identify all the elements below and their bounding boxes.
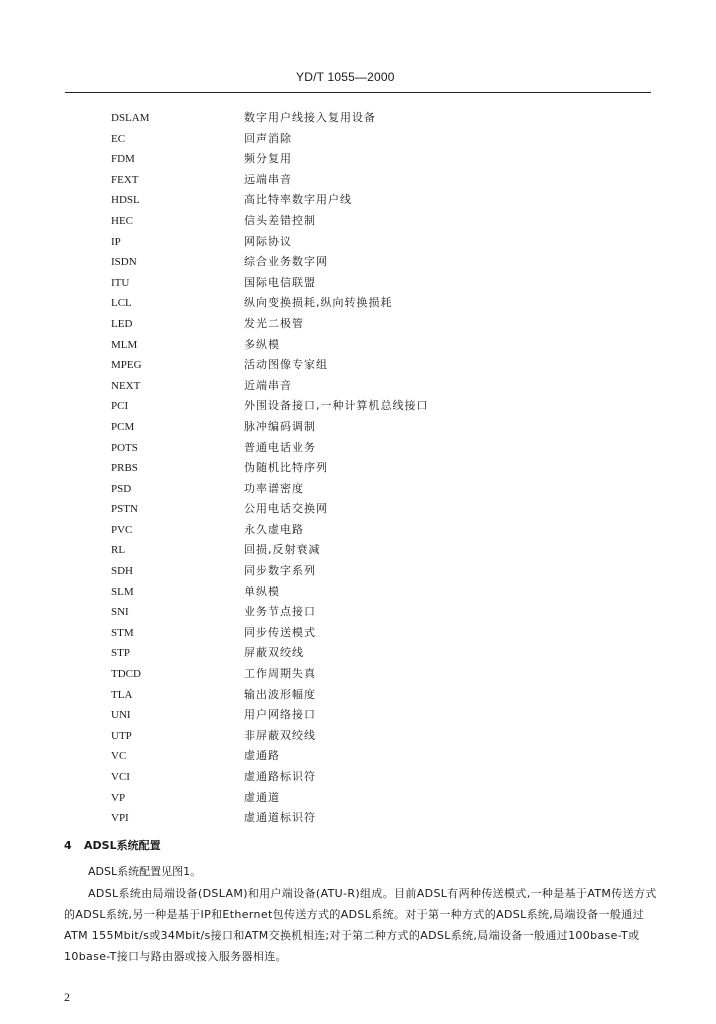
abbreviation-meaning: 永久虚电路 [244, 522, 304, 536]
header-rule [65, 92, 651, 93]
abbreviation-meaning: 工作周期失真 [244, 667, 316, 681]
abbreviation-meaning: 脉冲编码调制 [244, 419, 316, 433]
abbreviation-term: SNI [111, 606, 129, 619]
abbreviation-meaning: 同步传送模式 [244, 625, 316, 639]
section-heading [64, 837, 161, 853]
abbreviation-row [0, 520, 716, 541]
abbreviation-term: TLA [111, 688, 133, 701]
abbreviation-row [0, 232, 716, 253]
abbreviation-meaning: 虚通路 [244, 749, 280, 763]
page-number: 2 [64, 990, 70, 1004]
abbreviation-term: TDCD [111, 668, 141, 681]
abbreviation-term: LCL [111, 297, 132, 310]
abbreviation-meaning: 多纵模 [244, 337, 280, 351]
abbreviation-meaning: 综合业务数字网 [244, 255, 328, 269]
abbreviation-term: VP [111, 791, 126, 804]
abbreviation-term: SLM [111, 585, 134, 598]
abbreviation-meaning: 公用电话交换网 [244, 502, 328, 516]
abbreviation-row [0, 458, 716, 479]
abbreviation-row [0, 788, 716, 809]
abbreviation-term: UNI [111, 709, 131, 722]
abbreviation-row [0, 602, 716, 623]
abbreviation-row [0, 211, 716, 232]
abbreviation-row [0, 108, 716, 129]
abbreviation-meaning: 网际协议 [244, 234, 292, 248]
abbreviation-row [0, 499, 716, 520]
abbreviation-term: SDH [111, 565, 134, 578]
abbreviation-term: VC [111, 750, 127, 763]
abbreviation-meaning: 回声消除 [244, 131, 292, 145]
abbreviation-term: MPEG [111, 359, 142, 372]
abbreviation-meaning: 活动图像专家组 [244, 358, 328, 372]
abbreviation-term: STM [111, 626, 134, 639]
abbreviation-term: VPI [111, 812, 129, 825]
abbreviation-term: MLM [111, 338, 138, 351]
abbreviation-meaning: 频分复用 [244, 152, 292, 166]
abbreviation-meaning: 发光二极管 [244, 316, 304, 330]
abbreviation-row [0, 561, 716, 582]
abbreviation-meaning: 虚通道标识符 [244, 811, 316, 825]
paragraph: ADSL系统配置见图1。 [88, 865, 202, 878]
abbreviation-term: UTP [111, 729, 132, 742]
abbreviation-row [0, 643, 716, 664]
abbreviation-term: NEXT [111, 379, 141, 392]
abbreviation-row [0, 479, 716, 500]
abbreviation-row [0, 149, 716, 170]
abbreviation-row [0, 540, 716, 561]
abbreviation-term: PSTN [111, 503, 138, 516]
abbreviation-meaning: 回损,反射衰减 [244, 543, 321, 557]
abbreviation-term: PCI [111, 400, 129, 413]
abbreviation-term: RL [111, 544, 126, 557]
abbreviation-row [0, 623, 716, 644]
abbreviation-meaning: 信头差错控制 [244, 213, 316, 227]
abbreviation-row [0, 726, 716, 747]
abbreviation-term: FEXT [111, 173, 139, 186]
abbreviation-row [0, 767, 716, 788]
abbreviation-meaning: 屏蔽双绞线 [244, 646, 304, 660]
standard-code: YD/T 1055—2000 [296, 70, 395, 84]
abbreviation-term: PSD [111, 482, 132, 495]
section-title: ADSL系统配置 [84, 839, 161, 852]
abbreviation-meaning: 纵向变换损耗,纵向转换损耗 [244, 296, 393, 310]
abbreviation-row [0, 705, 716, 726]
abbreviation-row [0, 396, 716, 417]
abbreviation-meaning: 高比特率数字用户线 [244, 193, 352, 207]
abbreviation-row [0, 252, 716, 273]
abbreviation-term: PRBS [111, 462, 138, 475]
abbreviation-row [0, 746, 716, 767]
abbreviation-term: HDSL [111, 194, 140, 207]
abbreviation-meaning: 虚通路标识符 [244, 770, 316, 783]
abbreviation-meaning: 功率谱密度 [244, 481, 304, 495]
abbreviation-meaning: 用户网络接口 [244, 708, 316, 722]
abbreviation-meaning: 国际电信联盟 [244, 275, 316, 289]
abbreviation-meaning: 数字用户线接入复用设备 [244, 111, 376, 124]
abbreviation-row [0, 685, 716, 706]
abbreviation-meaning: 远端串音 [244, 172, 292, 186]
abbreviation-row [0, 582, 716, 603]
abbreviation-row [0, 293, 716, 314]
abbreviation-term: STP [111, 647, 130, 660]
abbreviation-row [0, 376, 716, 397]
abbreviation-term: ISDN [111, 256, 137, 269]
abbreviation-row [0, 335, 716, 356]
abbreviation-row [0, 314, 716, 335]
abbreviation-term: IP [111, 235, 121, 248]
abbreviation-term: HEC [111, 214, 133, 227]
abbreviation-term: POTS [111, 441, 138, 454]
abbreviation-row [0, 664, 716, 685]
abbreviation-row [0, 355, 716, 376]
abbreviation-row [0, 808, 716, 829]
abbreviation-row [0, 170, 716, 191]
abbreviation-row [0, 190, 716, 211]
abbreviation-term: DSLAM [111, 112, 150, 124]
abbreviation-meaning: 普通电话业务 [244, 440, 316, 454]
abbreviation-meaning: 非屏蔽双绞线 [244, 728, 316, 742]
abbreviation-row [0, 417, 716, 438]
abbreviation-row [0, 129, 716, 150]
abbreviation-meaning: 近端串音 [244, 378, 292, 392]
abbreviation-meaning: 单纵模 [244, 584, 280, 598]
abbreviation-term: PCM [111, 420, 135, 433]
abbreviation-term: PVC [111, 523, 133, 536]
paragraph: ADSL系统由局端设备(DSLAM)和用户端设备(ATU-R)组成。目前ADSL有两种传送模式,一种是基于ATM传送方式的ADSL系统,另一种是基于IP和Ethernet包传送方式的ADSL系统。对于第一种方式的ADSL系统,局端设备一般通过ATM 155Mbit/s或34Mbit/s接口和ATM交换机相连;对于第二种方式的ADSL系统,局端设备一般通过100base-T或10base-T接口与路由器或接入服务器相连。 [64, 887, 657, 963]
abbreviation-meaning: 伪随机比特序列 [244, 461, 328, 475]
abbreviation-meaning: 业务节点接口 [244, 605, 316, 619]
abbreviation-meaning: 虚通道 [244, 790, 280, 804]
abbreviation-list [0, 108, 716, 829]
abbreviation-term: ITU [111, 276, 130, 289]
abbreviation-row [0, 273, 716, 294]
abbreviation-meaning: 输出波形幅度 [244, 687, 316, 701]
abbreviation-meaning: 外围设备接口,一种计算机总线接口 [244, 399, 429, 413]
abbreviation-row [0, 438, 716, 459]
abbreviation-term: VCI [111, 771, 130, 783]
abbreviation-term: FDM [111, 153, 135, 166]
abbreviation-term: LED [111, 317, 133, 330]
abbreviation-term: EC [111, 132, 126, 145]
section-number: 4 [64, 839, 72, 852]
abbreviation-meaning: 同步数字系列 [244, 564, 316, 578]
